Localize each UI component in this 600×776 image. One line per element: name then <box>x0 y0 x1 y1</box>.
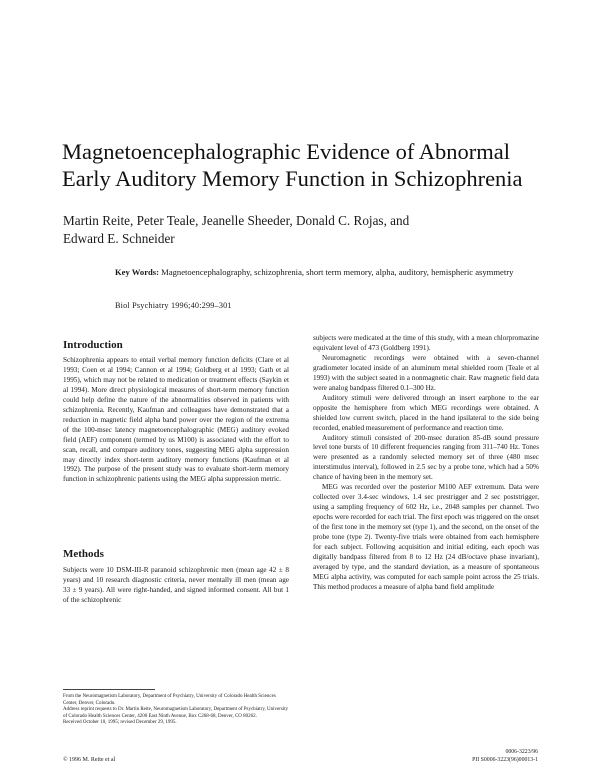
right-paragraph: Auditory stimuli were delivered through an insert earphone to the ear opposite the hemisphere from which MEG recordings were obtained. A shielded low current switch, placed in the hand ipsilateral to the side being recorded, enabled measurement of performance and reaction time. <box>313 393 539 432</box>
journal-citation: Biol Psychiatry 1996;40:299–301 <box>115 301 232 310</box>
keywords-label: Key Words: <box>115 267 160 277</box>
methods-heading: Methods <box>63 548 104 560</box>
right-paragraph: subjects were medicated at the time of this study, with a mean chlorpromazine equivalent level of 473 (Goldberg 1991). <box>313 334 539 352</box>
keywords-block <box>115 266 535 279</box>
introduction-body <box>63 356 289 485</box>
publication-identifiers <box>470 749 538 764</box>
pii-line: PII S0006-3223(96)00013-1 <box>472 756 538 763</box>
methods-body <box>63 566 289 606</box>
footnote-block <box>63 694 289 727</box>
authors-line-1: Martin Reite, Peter Teale, Jeanelle Sheeder, Donald C. Rojas, and <box>63 213 410 228</box>
methods-paragraph: Subjects were 10 DSM-III-R paranoid schizophrenic men (mean age 42 ± 8 years) and 10 research diagnostic criteria, never mentally ill men (mean age 33 ± 9 years). All were right-handed, and signed informed consent. All but 1 of the schizophrenic <box>63 566 289 604</box>
right-column-body <box>313 334 539 593</box>
footnote-address: Address reprint requests to Dr. Martin Reite, Neuromagnetism Laboratory, Department of Psychiatry, University of Colorado Health Sciences Center, 4200 East Ninth Avenue, Box C268-68, Denver, CO 80262. <box>63 707 289 719</box>
footnote-received: Received October 10, 1995; revised December 29, 1995. <box>63 720 177 726</box>
author-list <box>63 212 533 248</box>
footnote-affiliation: From the Neuromagnetism Laboratory, Department of Psychiatry, University of Colorado Health Sciences Center, Denver, Colorado. <box>63 694 276 706</box>
keywords-text: Magnetoencephalography, schizophrenia, short term memory, alpha, auditory, hemispheric asymmetry <box>161 267 514 277</box>
footnote-divider <box>63 689 155 690</box>
right-paragraph: Neuromagnetic recordings were obtained with a seven-channel gradiometer located inside of an aluminum metal shielded room (Teale et al 1993) with the subject seated in a nonmagnetic chair. Raw magnetic field data were analog bandpass filtered 0.1–300 Hz. <box>313 353 539 392</box>
article-title: Magnetoencephalographic Evidence of Abnormal Early Auditory Memory Function in Schizophrenia <box>62 139 523 191</box>
copyright-line: © 1996 M. Reite et al <box>63 757 116 763</box>
introduction-paragraph: Schizophrenia appears to entail verbal memory function deficits (Clare et al 1993; Coen et al 1994; Cannon et al 1994; Goldberg et al 1993; Gath et al 1995), which may not be related to medication or treatment effects (Saykin et al 1994). More direct physiological measures of short-term memory function could help define the nature of the abnormalities observed in patients with schizophrenia. Recently, Kaufman and colleagues have demonstrated that a reduction in magnetic field alpha band power over the region of the extrema of the 100-msec latency magnetoencephalographic (MEG) auditory evoked field (AEF) component (termed by us M100) is associated with the effort to scan, recall, and compare auditory tones, suggesting MEG alpha suppression may directly index short-term auditory memory functions (Kaufman et al 1992). The purpose of the present study was to evaluate short-term memory function in schizophrenic patients using the MEG alpha suppression metric. <box>63 356 289 484</box>
right-paragraph: MEG was recorded over the posterior M100 AEF extremum. Data were collected over 3.4-sec windows, 1.4 sec prestrigger and 2 sec poststrigger, using a sampling frequency of 602 Hz, i.e., 2048 samples per channel. Two epochs were recorded for each trial. The first epoch was triggered on the onset of the first tone in the memory set (type 1), and the second, on the onset of the probe tone (type 2). Twenty-five trials were obtained from each hemisphere for each subject. Following acquisition and initial editing, each epoch was digitally bandpass filtered from 8 to 12 Hz (24 dB/octave phase invariant), averaged by type, and the standard deviation, as a measure of spontaneous MEG alpha activity, was computed for each sample point across the 25 trials. This method produces a measure of alpha band field amplitude <box>313 483 539 591</box>
introduction-heading: Introduction <box>63 339 123 351</box>
authors-line-2: Edward E. Schneider <box>63 231 175 246</box>
right-paragraph: Auditory stimuli consisted of 200-msec duration 85-dB sound pressure level tone bursts of 10 different frequencies ranging from 311–740 Hz. Tones were presented as a randomly selected memory set of three (480 msec interstimulus interval), followed in 2.5 sec by a probe tone, which had a 50% chance of having been in the memory set. <box>313 433 539 482</box>
issn-line: 0006-3223/96 <box>505 749 538 755</box>
